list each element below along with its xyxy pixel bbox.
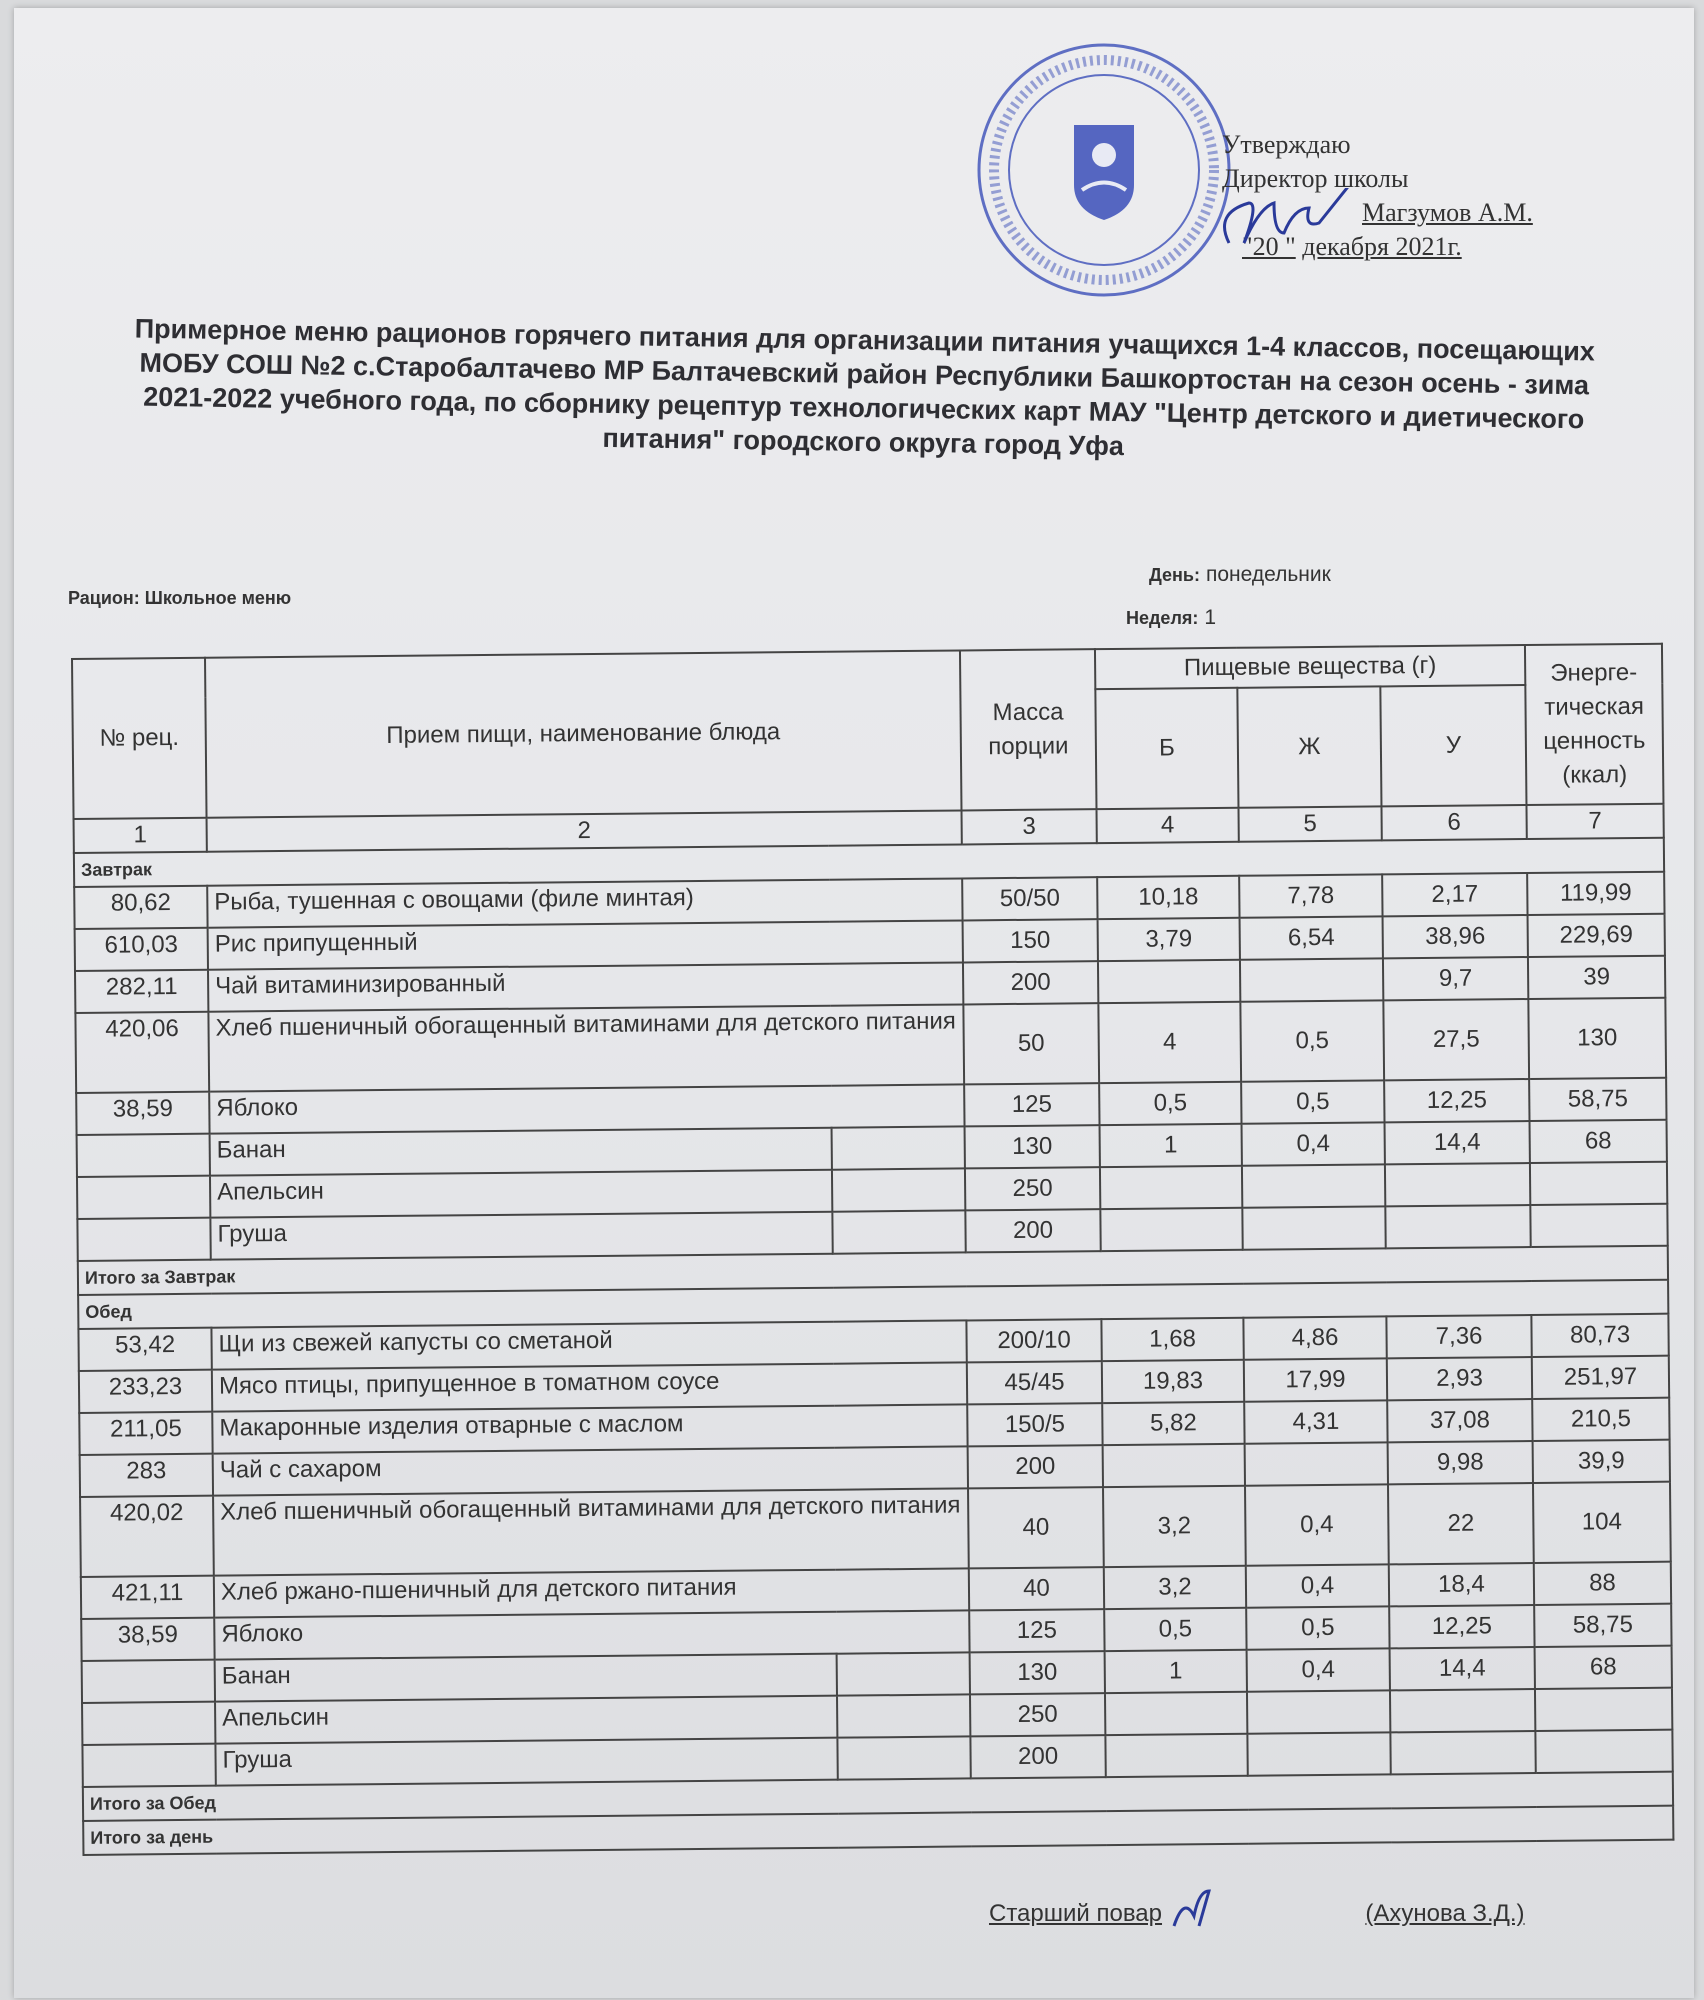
protein-value: 1 [1100,1124,1242,1167]
portion-mass: 200 [963,961,1098,1004]
portion-mass: 200 [968,1445,1103,1488]
dish-name: Чай с сахаром [213,1446,968,1495]
portion-mass: 50 [963,1003,1099,1084]
fat-value [1247,1732,1390,1775]
carbs-value [1390,1689,1535,1732]
recipe-number: 211,05 [79,1412,212,1455]
portion-mass: 200 [965,1209,1100,1252]
header-carbs: У [1380,685,1526,806]
dish-name: Яблоко [209,1084,964,1133]
table-row [80,1482,1671,1577]
header-protein: Б [1095,688,1238,809]
breakfast-total-row: Итого за Завтрак [78,1246,1668,1295]
recipe-number: 233,23 [79,1370,212,1413]
week-info [1126,606,1216,630]
energy-value [1535,1730,1672,1773]
energy-value: 80,73 [1531,1314,1668,1357]
energy-value: 251,97 [1532,1356,1669,1399]
fat-value: 0,5 [1241,1080,1384,1123]
carbs-value: 12,25 [1384,1079,1529,1122]
director-signature [1209,188,1409,258]
header-fat: Ж [1237,686,1381,807]
recipe-number: 38,59 [76,1092,209,1135]
fat-value: 0,4 [1242,1122,1385,1165]
cook-name: (Ахунова З.Д.) [1365,1900,1525,1927]
column-number: 4 [1096,808,1238,843]
recipe-number: 53,42 [78,1328,211,1371]
fat-value: 4,31 [1244,1400,1387,1443]
protein-value [1100,1166,1242,1209]
portion-mass: 250 [970,1693,1105,1736]
recipe-number [77,1176,210,1219]
portion-mass: 45/45 [967,1361,1102,1404]
energy-value: 68 [1535,1646,1672,1689]
carbs-value: 22 [1388,1483,1534,1564]
carbs-value [1385,1163,1530,1206]
protein-value: 3,79 [1098,918,1240,961]
energy-value: 210,5 [1532,1398,1669,1441]
fat-value [1242,1206,1385,1249]
portion-mass: 40 [968,1487,1104,1568]
protein-value [1100,1208,1242,1251]
header-recipe-number: № рец. [72,658,207,819]
portion-mass: 125 [964,1083,1099,1126]
protein-value: 1,68 [1101,1318,1243,1361]
portion-mass: 50/50 [962,877,1097,920]
approval-position: Директор школы [1222,164,1409,193]
protein-value [1105,1692,1247,1735]
portion-mass: 200 [970,1735,1105,1778]
ration-value: Школьное меню [144,588,292,608]
protein-value: 0,5 [1099,1082,1241,1125]
dish-name: Яблоко [214,1610,969,1659]
dish-name: Хлеб ржано-пшеничный для детского питания [214,1568,969,1617]
school-stamp [974,40,1234,300]
energy-value: 58,75 [1534,1604,1671,1647]
dish-name: Апельсин [210,1170,832,1218]
dish-name: Апельсин [215,1696,837,1744]
day-total-row: Итого за день [83,1806,1673,1855]
approval-heading: Утверждаю [1222,130,1351,159]
recipe-number: 420,02 [80,1496,214,1577]
recipe-number [82,1744,215,1787]
sub-cell [837,1652,970,1695]
day-info [1149,563,1331,587]
portion-mass: 130 [965,1125,1100,1168]
approval-director: Магзумов А.М. [1362,198,1533,227]
recipe-number [77,1134,210,1177]
protein-value [1105,1734,1247,1777]
carbs-value [1385,1205,1530,1248]
protein-value: 4 [1098,1002,1241,1083]
portion-mass: 150 [963,919,1098,962]
document-title: Примерное меню рационов горячего питания для организации питания учащихся 1-4 классов, посещающих МОБУ СОШ №2 с.Старобалтачево МР Балтачевский район Республики Башкортостан на сезон осень - зима 2021-2022 учебного года, по сборнику рецептур технологических карт МАУ "Центр детского и диетического питания" городского округа город Уфа [134,313,1596,462]
portion-mass: 40 [969,1567,1104,1610]
energy-value: 39 [1528,956,1665,999]
document-page [14,8,1694,1998]
recipe-number: 80,62 [74,886,207,929]
header-nutrients: Пищевые вещества (г) [1095,645,1525,689]
dish-name: Хлеб пшеничный обогащенный витаминами для детского питания [213,1488,969,1575]
day-value: понедельник [1206,563,1331,586]
lunch-total-row: Итого за Обед [83,1772,1673,1821]
column-number: 2 [207,810,962,851]
fat-value [1247,1690,1390,1733]
protein-value: 3,2 [1103,1486,1246,1567]
energy-value: 104 [1533,1482,1671,1563]
carbs-value: 12,25 [1389,1605,1534,1648]
dish-name: Хлеб пшеничный обогащенный витаминами для детского питания [208,1004,964,1091]
fat-value [1245,1442,1388,1485]
week-label: Неделя: [1126,608,1199,628]
dish-name: Рис припущенный [208,920,963,969]
sub-cell [832,1126,965,1169]
portion-mass: 125 [969,1609,1104,1652]
recipe-number: 610,03 [75,928,208,971]
portion-mass: 130 [970,1651,1105,1694]
table-row [75,998,1666,1093]
cook-signature [1169,1888,1359,1928]
recipe-number: 38,59 [81,1618,214,1661]
protein-value: 1 [1105,1650,1247,1693]
energy-value: 39,9 [1533,1440,1670,1483]
fat-value: 17,99 [1244,1358,1387,1401]
approval-date: декабря 2021г. [1302,232,1462,261]
carbs-value: 14,4 [1390,1647,1535,1690]
portion-mass: 200/10 [966,1319,1101,1362]
fat-value: 0,4 [1246,1564,1389,1607]
carbs-value: 2,93 [1387,1357,1532,1400]
recipe-number: 283 [80,1454,213,1497]
recipe-number [82,1702,215,1745]
fat-value: 0,5 [1246,1606,1389,1649]
fat-value: 4,86 [1243,1316,1386,1359]
header-dish-name: Прием пищи, наименование блюда [205,650,962,817]
signature-footer [989,1888,1525,1928]
dish-name: Банан [210,1128,832,1176]
energy-value: 130 [1528,998,1666,1079]
column-number: 5 [1238,806,1381,841]
carbs-value: 37,08 [1387,1399,1532,1442]
section-lunch: Обед [78,1280,1668,1329]
carbs-value: 9,98 [1388,1441,1533,1484]
dish-name: Рыба, тушенная с овощами (филе минтая) [207,878,962,927]
header-energy: Энерге-тическая ценность (ккал) [1525,644,1664,805]
protein-value: 0,5 [1104,1608,1246,1651]
approval-date-day: "20 " [1242,232,1296,261]
recipe-number [82,1660,215,1703]
recipe-number [77,1218,210,1261]
dish-name: Чай витаминизированный [208,962,963,1011]
carbs-value: 14,4 [1385,1121,1530,1164]
carbs-value: 18,4 [1389,1563,1534,1606]
column-number: 1 [74,818,207,853]
protein-value: 19,83 [1102,1360,1244,1403]
fat-value: 0,4 [1247,1648,1390,1691]
sub-cell [832,1168,965,1211]
carbs-value: 7,36 [1386,1315,1531,1358]
protein-value: 10,18 [1097,876,1239,919]
carbs-value: 2,17 [1382,873,1527,916]
sub-cell [837,1736,970,1779]
fat-value: 0,4 [1245,1484,1389,1565]
energy-value [1530,1162,1667,1205]
day-label: День: [1149,565,1200,585]
dish-name: Мясо птицы, припущенное в томатном соусе [212,1362,967,1411]
recipe-number: 421,11 [81,1576,214,1619]
energy-value: 58,75 [1529,1078,1666,1121]
column-number: 3 [962,809,1097,844]
dish-name: Банан [215,1654,837,1702]
column-number: 6 [1381,805,1526,840]
ration-label: Рацион: [68,588,140,608]
fat-value [1240,958,1383,1001]
portion-mass: 150/5 [967,1403,1102,1446]
dish-name: Груша [210,1212,832,1260]
dish-name: Макаронные изделия отварные с маслом [212,1404,967,1453]
energy-value: 119,99 [1527,872,1664,915]
fat-value [1242,1164,1385,1207]
energy-value: 88 [1534,1562,1671,1605]
dish-name: Груша [215,1738,837,1786]
carbs-value [1390,1731,1535,1774]
energy-value [1535,1688,1672,1731]
sub-cell [837,1694,970,1737]
week-value: 1 [1204,606,1217,629]
portion-mass: 250 [965,1167,1100,1210]
protein-value: 5,82 [1102,1402,1244,1445]
protein-value: 3,2 [1104,1566,1246,1609]
energy-value: 68 [1530,1120,1667,1163]
recipe-number: 420,06 [75,1012,209,1093]
carbs-value: 9,7 [1383,957,1528,1000]
section-breakfast: Завтрак [74,838,1664,887]
menu-table [71,643,1674,1856]
header-portion-mass: Масса порции [960,649,1097,810]
energy-value [1530,1204,1667,1247]
fat-value: 7,78 [1239,874,1382,917]
carbs-value: 27,5 [1383,999,1529,1080]
cook-role: Старший повар [989,1900,1163,1927]
column-number: 7 [1527,804,1664,839]
sub-cell [832,1210,965,1253]
protein-value [1103,1444,1245,1487]
ration-info [68,588,291,609]
carbs-value: 38,96 [1383,915,1528,958]
recipe-number: 282,11 [75,970,208,1013]
fat-value: 6,54 [1240,916,1383,959]
fat-value: 0,5 [1240,1000,1384,1081]
protein-value [1098,960,1240,1003]
energy-value: 229,69 [1528,914,1665,957]
dish-name: Щи из свежей капусты со сметаной [211,1320,966,1369]
